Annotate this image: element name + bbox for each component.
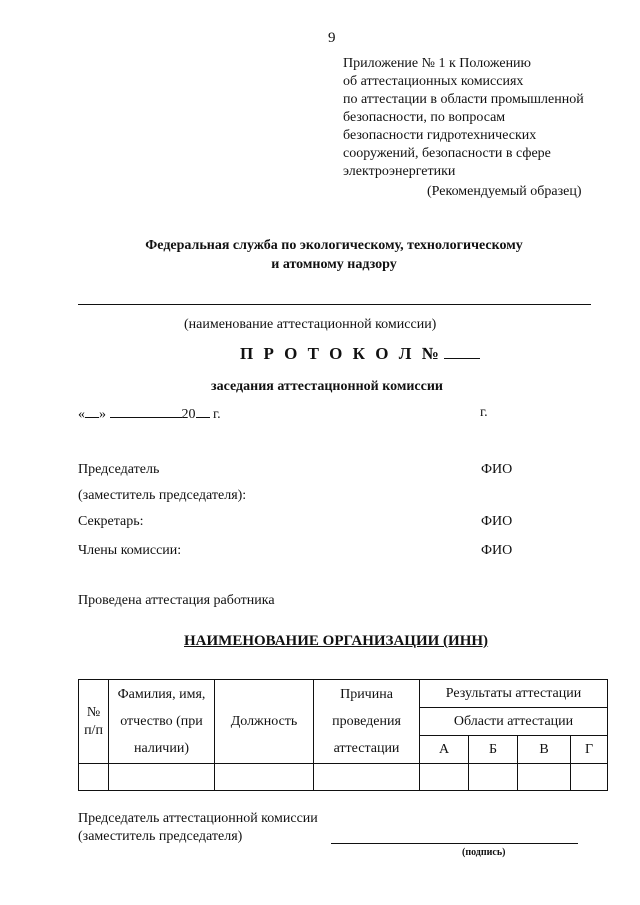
member-fio-secretary: ФИО <box>481 514 513 529</box>
header-reason: Причина проведения аттестации <box>314 680 420 764</box>
header-area-b: Б <box>469 736 518 764</box>
appendix-header <box>343 55 584 181</box>
month-blank <box>110 405 182 418</box>
protocol-subtitle: заседания аттестацнонной комиссии <box>211 379 443 394</box>
date-close-quote: » <box>99 407 106 422</box>
appendix-line: по аттестации в области промышленной <box>343 92 584 107</box>
member-fio-chair: ФИО <box>481 462 513 477</box>
year-prefix: 20 <box>181 407 196 422</box>
day-blank <box>85 405 99 418</box>
table-cell <box>215 764 314 791</box>
appendix-line: безопасности, по вопросам <box>343 110 506 125</box>
table-cell <box>571 764 608 791</box>
page-number: 9 <box>328 30 336 46</box>
attestation-table <box>78 679 608 791</box>
member-label-chair: Председатель <box>78 462 160 477</box>
header-area-g: Г <box>571 736 608 764</box>
footer-chair-line-2: (заместитель председателя) <box>78 829 243 844</box>
agency-line-1: Федеральная служба по экологическому, технологическому <box>145 238 523 253</box>
header-name: Фамилия, имя, отчество (при наличии) <box>109 680 215 764</box>
protocol-title <box>240 344 480 364</box>
header-number: № п/п <box>79 680 109 764</box>
header-area-a: А <box>420 736 469 764</box>
date-open-quote: « <box>78 407 85 422</box>
header-position: Должность <box>215 680 314 764</box>
table-cell <box>420 764 469 791</box>
header-areas: Области аттестации <box>420 708 608 736</box>
date-line <box>78 405 221 423</box>
table-row <box>79 764 608 791</box>
commission-name-line <box>78 304 591 305</box>
year-suffix: г. <box>213 407 221 422</box>
agency-name <box>0 236 640 274</box>
member-label-secretary: Секретарь: <box>78 514 144 529</box>
table-cell <box>469 764 518 791</box>
signature-label: (подпись) <box>462 847 506 858</box>
appendix-line: об аттестационных комиссиях <box>343 74 524 89</box>
sample-note: (Рекомендуемый образец) <box>427 184 582 199</box>
appendix-line: Приложение № 1 к Положению <box>343 56 532 71</box>
agency-line-2: и атомному надзору <box>271 257 397 272</box>
protocol-title-text: П Р О Т О К О Л № <box>240 344 442 363</box>
footer-chair-line-1: Председатель аттестационной комиссии <box>78 811 318 826</box>
appendix-line: электроэнергетики <box>343 164 456 179</box>
appendix-line: безопасности гидротехнических <box>343 128 537 143</box>
member-fio-members: ФИО <box>481 543 513 558</box>
commission-caption: (наименование аттестационной комиссии) <box>184 317 437 332</box>
header-results: Результаты аттестации <box>420 680 608 708</box>
member-label-deputy: (заместитель председателя): <box>78 488 247 503</box>
table-cell <box>79 764 109 791</box>
conducted-text: Проведена аттестация работника <box>78 593 275 608</box>
table-cell <box>314 764 420 791</box>
table-cell <box>518 764 571 791</box>
year-blank <box>196 405 210 418</box>
organization-heading: НАИМЕНОВАНИЕ ОРГАНИЗАЦИИ (ИНН) <box>184 633 489 649</box>
protocol-number-blank <box>444 344 480 359</box>
table-cell <box>109 764 215 791</box>
city-suffix: г. <box>480 405 488 420</box>
member-label-members: Члены комиссии: <box>78 543 182 558</box>
appendix-line: сооружений, безопасности в сфере <box>343 146 551 161</box>
header-area-v: В <box>518 736 571 764</box>
signature-line <box>331 843 578 844</box>
